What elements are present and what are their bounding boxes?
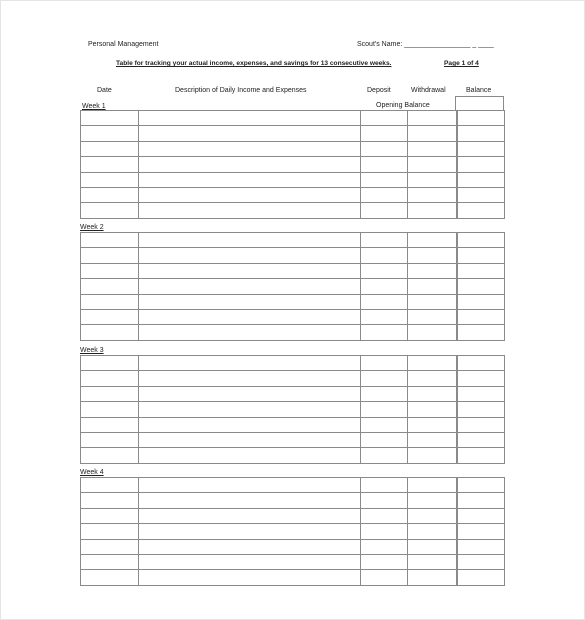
table-row [81,554,505,569]
balance-cell[interactable] [458,554,505,569]
date-cell[interactable] [81,141,139,156]
deposit-cell[interactable] [361,233,408,248]
date-cell[interactable] [81,203,139,218]
description-cell[interactable] [139,294,361,309]
date-cell[interactable] [81,294,139,309]
balance-cell[interactable] [458,325,505,340]
balance-cell[interactable] [458,263,505,278]
description-cell[interactable] [139,279,361,294]
column-header-withdrawal: Withdrawal [411,87,446,94]
table-row [81,539,505,554]
date-cell[interactable] [81,371,139,386]
deposit-cell[interactable] [361,524,408,539]
withdrawal-cell[interactable] [408,309,457,324]
withdrawal-cell[interactable] [408,172,457,187]
balance-cell[interactable] [458,402,505,417]
balance-cell[interactable] [458,294,505,309]
balance-cell[interactable] [458,478,505,493]
description-cell[interactable] [139,248,361,263]
column-header-deposit: Deposit [367,87,391,94]
date-cell[interactable] [81,508,139,523]
table-row [81,493,505,508]
table-row [81,203,505,218]
balance-cell[interactable] [458,508,505,523]
table-row [81,248,505,263]
date-cell[interactable] [81,356,139,371]
description-cell[interactable] [139,141,361,156]
deposit-cell[interactable] [361,279,408,294]
scout-name-field: Scout's Name: _________________ _ ____ [357,41,494,48]
withdrawal-cell[interactable] [408,157,457,172]
deposit-cell[interactable] [361,493,408,508]
date-cell[interactable] [81,417,139,432]
balance-cell[interactable] [458,157,505,172]
withdrawal-cell[interactable] [408,524,457,539]
description-cell[interactable] [139,371,361,386]
balance-cell[interactable] [458,126,505,141]
description-cell[interactable] [139,539,361,554]
description-cell[interactable] [139,233,361,248]
description-cell[interactable] [139,157,361,172]
column-header-description: Description of Daily Income and Expenses [175,87,307,94]
deposit-cell[interactable] [361,325,408,340]
date-cell[interactable] [81,233,139,248]
withdrawal-cell[interactable] [408,248,457,263]
description-cell[interactable] [139,111,361,126]
deposit-cell[interactable] [361,432,408,447]
withdrawal-cell[interactable] [408,111,457,126]
week-label: Week 1 [82,103,106,110]
balance-cell[interactable] [458,141,505,156]
date-cell[interactable] [81,279,139,294]
table-row [81,386,505,401]
deposit-cell[interactable] [361,203,408,218]
withdrawal-cell[interactable] [408,570,457,585]
withdrawal-cell[interactable] [408,203,457,218]
date-cell[interactable] [81,325,139,340]
table-row [81,325,505,340]
column-header-balance: Balance [466,87,492,94]
table-row [81,294,505,309]
withdrawal-cell[interactable] [408,263,457,278]
deposit-cell[interactable] [361,356,408,371]
table-row [81,508,505,523]
table-row [81,187,505,202]
table-row [81,279,505,294]
deposit-cell[interactable] [361,478,408,493]
description-cell[interactable] [139,172,361,187]
deposit-cell[interactable] [361,263,408,278]
table-row [81,356,505,371]
page-number: Page 1 of 4 [444,60,479,67]
deposit-cell[interactable] [361,539,408,554]
balance-cell[interactable] [458,233,505,248]
date-cell[interactable] [81,402,139,417]
balance-cell[interactable] [458,248,505,263]
table-row [81,157,505,172]
balance-header-box [455,96,504,110]
week-label: Week 2 [80,224,104,231]
description-cell[interactable] [139,478,361,493]
date-cell[interactable] [81,432,139,447]
description-cell[interactable] [139,386,361,401]
description-cell[interactable] [139,203,361,218]
date-cell[interactable] [81,187,139,202]
withdrawal-cell[interactable] [408,325,457,340]
withdrawal-cell[interactable] [408,356,457,371]
description-cell[interactable] [139,570,361,585]
date-cell[interactable] [81,386,139,401]
table-row [81,141,505,156]
table-row [81,524,505,539]
deposit-cell[interactable] [361,248,408,263]
balance-cell[interactable] [458,539,505,554]
balance-cell[interactable] [458,309,505,324]
date-cell[interactable] [81,570,139,585]
balance-cell[interactable] [458,448,505,463]
description-cell[interactable] [139,187,361,202]
withdrawal-cell[interactable] [408,141,457,156]
balance-cell[interactable] [458,524,505,539]
withdrawal-cell[interactable] [408,233,457,248]
date-cell[interactable] [81,539,139,554]
date-cell[interactable] [81,111,139,126]
deposit-cell[interactable] [361,141,408,156]
program-title: Personal Management [88,41,159,48]
description-cell[interactable] [139,325,361,340]
deposit-cell[interactable] [361,508,408,523]
deposit-cell[interactable] [361,448,408,463]
table-row [81,263,505,278]
date-cell[interactable] [81,478,139,493]
description-cell[interactable] [139,417,361,432]
description-cell[interactable] [139,448,361,463]
table-row [81,432,505,447]
opening-balance-label: Opening Balance [376,102,430,109]
date-cell[interactable] [81,524,139,539]
deposit-cell[interactable] [361,402,408,417]
balance-cell[interactable] [458,279,505,294]
withdrawal-cell[interactable] [408,187,457,202]
deposit-cell[interactable] [361,371,408,386]
deposit-cell[interactable] [361,172,408,187]
balance-cell[interactable] [458,172,505,187]
balance-cell[interactable] [458,111,505,126]
balance-cell[interactable] [458,203,505,218]
balance-cell[interactable] [458,417,505,432]
deposit-cell[interactable] [361,157,408,172]
table-row [81,371,505,386]
week-label: Week 4 [80,469,104,476]
date-cell[interactable] [81,309,139,324]
table-row [81,233,505,248]
table-row [81,126,505,141]
description-cell[interactable] [139,126,361,141]
date-cell[interactable] [81,554,139,569]
week-ledger-table [80,232,505,341]
balance-cell[interactable] [458,371,505,386]
withdrawal-cell[interactable] [408,279,457,294]
withdrawal-cell[interactable] [408,493,457,508]
table-row [81,402,505,417]
description-cell[interactable] [139,508,361,523]
week-ledger-table [80,477,505,586]
withdrawal-cell[interactable] [408,386,457,401]
date-cell[interactable] [81,157,139,172]
date-cell[interactable] [81,493,139,508]
description-cell[interactable] [139,402,361,417]
table-row [81,417,505,432]
withdrawal-cell[interactable] [408,554,457,569]
description-cell[interactable] [139,524,361,539]
balance-cell[interactable] [458,432,505,447]
balance-cell[interactable] [458,493,505,508]
withdrawal-cell[interactable] [408,294,457,309]
deposit-cell[interactable] [361,309,408,324]
withdrawal-cell[interactable] [408,478,457,493]
withdrawal-cell[interactable] [408,371,457,386]
date-cell[interactable] [81,263,139,278]
deposit-cell[interactable] [361,187,408,202]
balance-cell[interactable] [458,570,505,585]
table-row [81,478,505,493]
deposit-cell[interactable] [361,126,408,141]
deposit-cell[interactable] [361,386,408,401]
description-cell[interactable] [139,309,361,324]
description-cell[interactable] [139,356,361,371]
week-ledger-table [80,110,505,219]
withdrawal-cell[interactable] [408,508,457,523]
withdrawal-cell[interactable] [408,417,457,432]
column-header-date: Date [97,87,112,94]
description-cell[interactable] [139,432,361,447]
week-label: Week 3 [80,347,104,354]
withdrawal-cell[interactable] [408,432,457,447]
description-cell[interactable] [139,554,361,569]
table-row [81,570,505,585]
deposit-cell[interactable] [361,417,408,432]
date-cell[interactable] [81,126,139,141]
table-row [81,172,505,187]
table-row [81,309,505,324]
week-ledger-table [80,355,505,464]
balance-cell[interactable] [458,187,505,202]
withdrawal-cell[interactable] [408,402,457,417]
date-cell[interactable] [81,448,139,463]
description-cell[interactable] [139,263,361,278]
balance-cell[interactable] [458,386,505,401]
withdrawal-cell[interactable] [408,539,457,554]
balance-cell[interactable] [458,356,505,371]
description-cell[interactable] [139,493,361,508]
date-cell[interactable] [81,248,139,263]
table-subtitle: Table for tracking your actual income, expenses, and savings for 13 consecutive weeks. [116,60,392,67]
deposit-cell[interactable] [361,554,408,569]
date-cell[interactable] [81,172,139,187]
deposit-cell[interactable] [361,111,408,126]
withdrawal-cell[interactable] [408,126,457,141]
deposit-cell[interactable] [361,294,408,309]
table-row [81,448,505,463]
table-row [81,111,505,126]
withdrawal-cell[interactable] [408,448,457,463]
deposit-cell[interactable] [361,570,408,585]
